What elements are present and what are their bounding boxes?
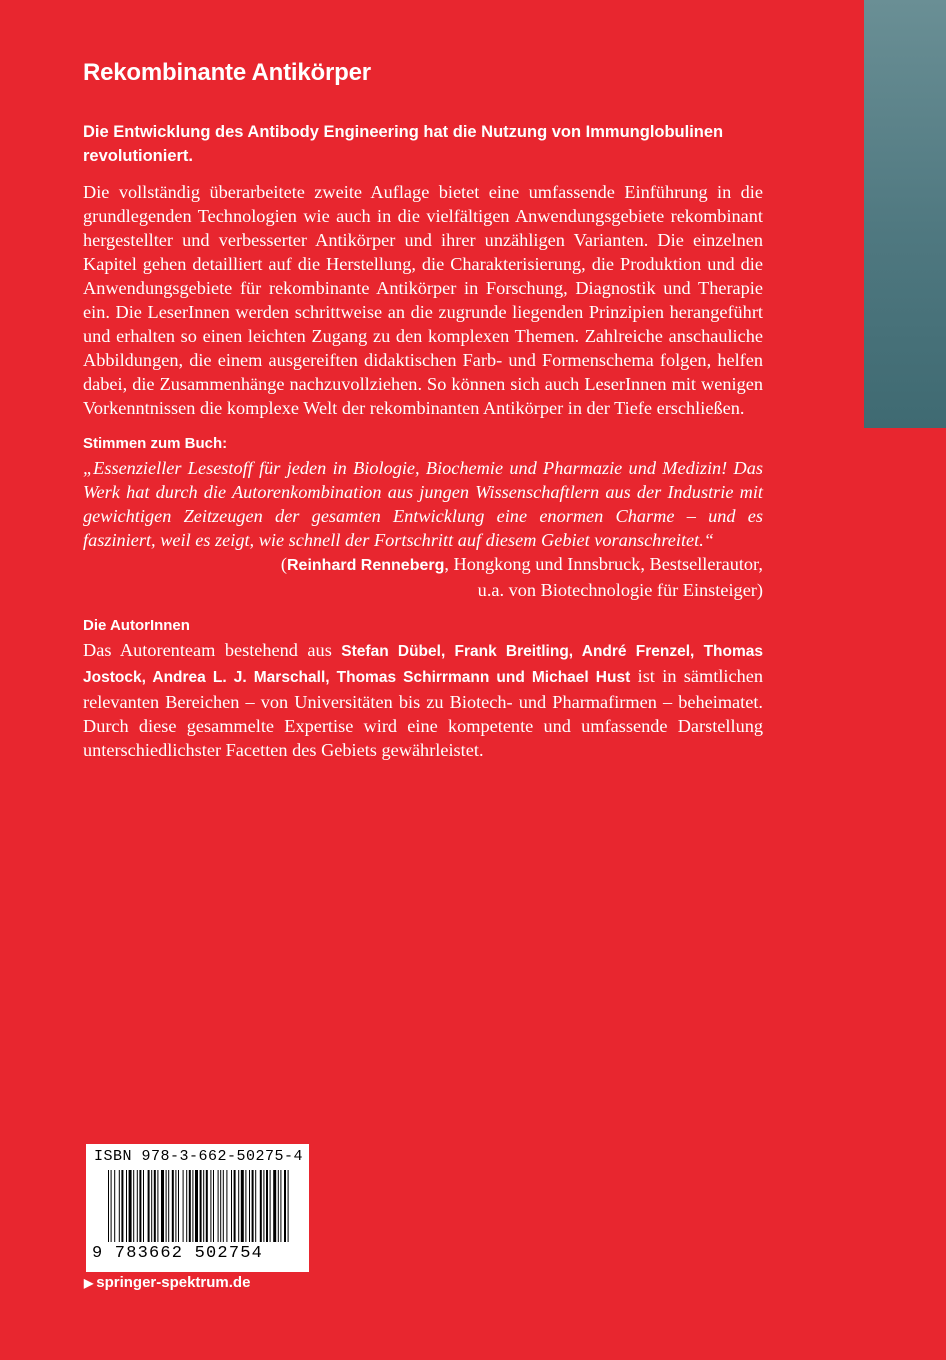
barcode-bar <box>126 1170 127 1242</box>
barcode-bar <box>273 1170 276 1242</box>
back-cover-content <box>83 58 763 762</box>
triangle-right-icon: ▶ <box>84 1276 94 1290</box>
barcode-bar <box>288 1170 289 1242</box>
barcode-bar <box>223 1170 224 1242</box>
barcode-bar <box>111 1170 112 1242</box>
book-title: Rekombinante Antikörper <box>83 59 371 86</box>
barcode-bar <box>151 1170 152 1242</box>
spine-color-band <box>864 0 946 428</box>
isbn-digits: 9 783662 502754 <box>92 1244 264 1263</box>
website-label: springer-spektrum.de <box>96 1274 251 1291</box>
publisher-website[interactable] <box>84 1274 250 1291</box>
barcode-bar <box>168 1170 169 1242</box>
barcode-bar <box>119 1170 120 1242</box>
barcode-bar <box>270 1170 271 1242</box>
barcode-bar <box>148 1170 150 1242</box>
barcode-bar <box>249 1170 250 1242</box>
barcode-bars <box>108 1170 292 1242</box>
barcode-bar <box>133 1170 134 1242</box>
authors-intro: Das Autorenteam bestehend aus <box>83 640 342 660</box>
barcode-bar <box>178 1170 179 1242</box>
attribution-line2: u.a. von Biotechnologie für Einsteiger) <box>477 580 763 600</box>
barcode-bar <box>172 1170 174 1242</box>
barcode-bar <box>175 1170 176 1242</box>
barcode-bar <box>220 1170 221 1242</box>
barcode-bar <box>129 1170 132 1242</box>
description-text: Die vollständig überarbeitete zweite Auflage bietet eine umfassende Einführung in die grundlegenden Technologien wie auch in die vielfältigen Anwendungsgebiete rekombinant hergestellter und verbesserter Antikörper und ihrer unzähligen Varianten. Die einzelnen Kapitel gehen detailliert auf die Herstellung, die Charakterisierung, die Produktion und die Anwendungsgebiete für rekombinante Antikörper in Forschung, Diagnostik und Therapie ein. Die LeserInnen werden schrittweise an die zugrunde liegenden Prinzipien herangeführt und erhalten so einen leichten Zugang zu den komplexen Themen. Zahlreiche anschauliche Abbildungen, die einem ausgereiften didaktischen Farb- und Formenschema folgen, helfen dabei, die Zusammenhänge nachzuvollziehen. So können sich auch LeserInnen mit wenigen Vorkenntnissen die komplexe Welt der rekombinanten Antikörper in der Tiefe erschließen. <box>83 182 763 418</box>
barcode-bar <box>266 1170 268 1242</box>
barcode-bar <box>139 1170 141 1242</box>
barcode-bar <box>183 1170 184 1242</box>
isbn-barcode <box>86 1144 309 1272</box>
authors-outro: ist in sämtlichen relevanten Bereichen – von Universitäten bis zu Biotech- und Pharmafirmen – beheimatet. Durch diese gesammelte Expertise wird eine kompetente und umfassende Darstellung unterschiedlichster Facetten des Gebiets gewährleistet. <box>83 666 763 760</box>
barcode-bar <box>263 1170 264 1242</box>
barcode-bar <box>260 1170 262 1242</box>
authors-text <box>83 638 763 762</box>
barcode-bar <box>203 1170 204 1242</box>
barcode-bar <box>195 1170 198 1242</box>
attribution-name: Reinhard Renneberg <box>287 557 445 574</box>
barcode-bar <box>189 1170 191 1242</box>
barcode-bar <box>218 1170 219 1242</box>
attribution-rest: , Hongkong und Innsbruck, Bestsellerautor, <box>444 554 763 574</box>
barcode-bar <box>278 1170 279 1242</box>
barcode-bar <box>245 1170 246 1242</box>
barcode-bar <box>192 1170 193 1242</box>
barcode-bar <box>154 1170 156 1242</box>
authors-heading: Die AutorInnen <box>83 617 190 634</box>
barcode-bar <box>234 1170 236 1242</box>
barcode-bar <box>121 1170 123 1242</box>
review-attribution <box>83 552 763 602</box>
attribution-open: ( <box>280 554 287 574</box>
barcode-bar <box>166 1170 167 1242</box>
barcode-bar <box>161 1170 164 1242</box>
barcode-bar <box>206 1170 208 1242</box>
barcode-bar <box>238 1170 239 1242</box>
barcode-bar <box>200 1170 202 1242</box>
reviews-heading: Stimmen zum Buch: <box>83 435 228 452</box>
barcode-bar <box>226 1170 227 1242</box>
barcode-bar <box>255 1170 256 1242</box>
barcode-bar <box>157 1170 158 1242</box>
authors-names: Stefan Dübel, Frank Breitling, André Frenzel, Thomas Jostock, Andrea L. J. Marschall, Thomas Schirrmann und Michael Hust <box>83 643 763 686</box>
barcode-bar <box>210 1170 211 1242</box>
barcode-bar <box>280 1170 281 1242</box>
barcode-bar <box>186 1170 187 1242</box>
barcode-bar <box>241 1170 244 1242</box>
barcode-bar <box>114 1170 115 1242</box>
lead-text: Die Entwicklung des Antibody Engineering hat die Nutzung von Immunglobulinen revolutioniert. <box>83 123 724 165</box>
barcode-bar <box>137 1170 138 1242</box>
barcode-bar <box>213 1170 214 1242</box>
isbn-label: ISBN 978-3-662-50275-4 <box>94 1148 304 1165</box>
barcode-bar <box>143 1170 144 1242</box>
review-quote: „Essenzieller Lesestoff für jeden in Biologie, Biochemie und Pharmazie und Medizin! Das Werk hat durch die Autorenkombination aus jungen Wissenschaftlern aus der Industrie mit gewichtigen Zeitzeugen der gesamten Entwicklung eine enormen Charme – und es fasziniert, weil es zeigt, wie schnell der Fortschritt auf diesem Gebiet voranschreitet.“ <box>83 458 763 550</box>
barcode-bar <box>108 1170 109 1242</box>
barcode-bar <box>252 1170 254 1242</box>
barcode-bar <box>284 1170 286 1242</box>
barcode-bar <box>231 1170 232 1242</box>
